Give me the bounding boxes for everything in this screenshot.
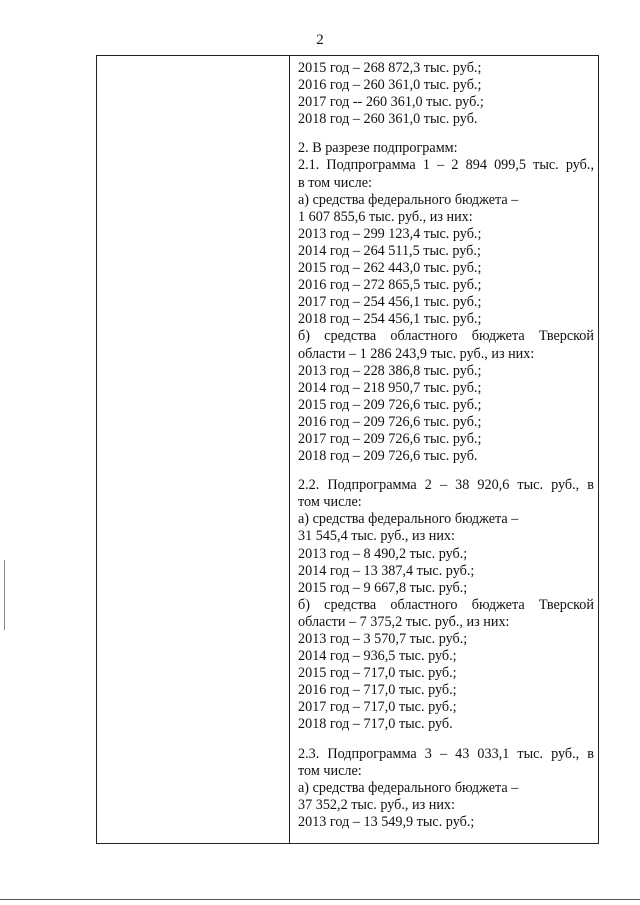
text-line: 2016 год – 260 361,0 тыс. руб.;: [298, 77, 482, 94]
text-line: 2014 год – 264 511,5 тыс. руб.;: [298, 242, 481, 259]
paragraph-gap: [298, 128, 594, 140]
text-line: 2013 год – 13 549,9 тыс. руб.;: [298, 813, 475, 830]
text-line: 2014 год – 936,5 тыс. руб.;: [298, 648, 457, 665]
text-line: области – 1 286 243,9 тыс. руб., из них:: [298, 345, 535, 362]
page-number: 2: [316, 32, 324, 48]
text-line: 2.1. Подпрограмма 1 – 2 894 099,5 тыс. руб.,: [298, 157, 594, 174]
text-line: 2014 год – 218 950,7 тыс. руб.;: [298, 379, 482, 396]
text-line: 2.2. Подпрограмма 2 – 38 920,6 тыс. руб., в: [298, 477, 594, 494]
text-line: а) средства федерального бюджета –: [298, 779, 519, 796]
text-line: 2. В разрезе подпрограмм:: [298, 140, 458, 157]
text-block: [298, 477, 594, 733]
table-left-cell: [97, 56, 289, 843]
text-line: а) средства федерального бюджета –: [298, 511, 519, 528]
table-column-divider: [289, 56, 290, 843]
text-block: [298, 140, 594, 465]
text-line: 2018 год – 260 361,0 тыс. руб.: [298, 111, 478, 128]
text-line: 2017 год – 209 726,6 тыс. руб.;: [298, 430, 482, 447]
text-line: а) средства федерального бюджета –: [298, 191, 519, 208]
text-line: 2014 год – 13 387,4 тыс. руб.;: [298, 562, 475, 579]
text-line: 2013 год – 8 490,2 тыс. руб.;: [298, 545, 468, 562]
text-line: 2.3. Подпрограмма 3 – 43 033,1 тыс. руб., в: [298, 745, 594, 762]
text-line: в том числе:: [298, 174, 372, 191]
text-line: 2016 год – 272 865,5 тыс. руб.;: [298, 277, 482, 294]
text-line: 2018 год – 254 456,1 тыс. руб.;: [298, 311, 482, 328]
text-line: 31 545,4 тыс. руб., из них:: [298, 528, 455, 545]
text-line: б) средства областного бюджета Тверской: [298, 596, 594, 613]
scan-margin-mark: [4, 560, 5, 630]
text-line: том числе:: [298, 494, 362, 511]
text-line: том числе:: [298, 762, 362, 779]
text-line: 2015 год – 209 726,6 тыс. руб.;: [298, 396, 482, 413]
text-line: 2016 год – 209 726,6 тыс. руб.;: [298, 413, 482, 430]
text-block: [298, 746, 594, 831]
table-right-cell: [298, 60, 594, 831]
text-line: б) средства областного бюджета Тверской: [298, 328, 594, 345]
document-table: [96, 55, 599, 844]
text-line: 2015 год – 9 667,8 тыс. руб.;: [298, 579, 468, 596]
text-line: 2018 год – 717,0 тыс. руб.: [298, 716, 453, 733]
text-block: [298, 60, 594, 128]
paragraph-gap: [298, 465, 594, 477]
text-line: 37 352,2 тыс. руб., из них:: [298, 796, 455, 813]
text-line: области – 7 375,2 тыс. руб., из них:: [298, 613, 510, 630]
text-line: 2013 год – 228 386,8 тыс. руб.;: [298, 362, 482, 379]
text-line: 2013 год – 3 570,7 тыс. руб.;: [298, 631, 468, 647]
paragraph-gap: [298, 734, 594, 746]
text-line: 2015 год – 262 443,0 тыс. руб.;: [298, 260, 482, 277]
text-line: 2016 год – 717,0 тыс. руб.;: [298, 682, 457, 699]
scan-bottom-edge: [0, 899, 640, 900]
text-line: 2017 год – 254 456,1 тыс. руб.;: [298, 294, 482, 311]
text-line: 1 607 855,6 тыс. руб., из них:: [298, 208, 473, 225]
text-line: 2017 год – 717,0 тыс. руб.;: [298, 699, 457, 716]
text-line: 2018 год – 209 726,6 тыс. руб.: [298, 448, 478, 465]
text-line: 2017 год -- 260 361,0 тыс. руб.;: [298, 94, 484, 111]
text-line: 2013 год – 299 123,4 тыс. руб.;: [298, 225, 482, 242]
text-line: 2015 год – 717,0 тыс. руб.;: [298, 665, 457, 682]
text-line: 2015 год – 268 872,3 тыс. руб.;: [298, 60, 482, 76]
